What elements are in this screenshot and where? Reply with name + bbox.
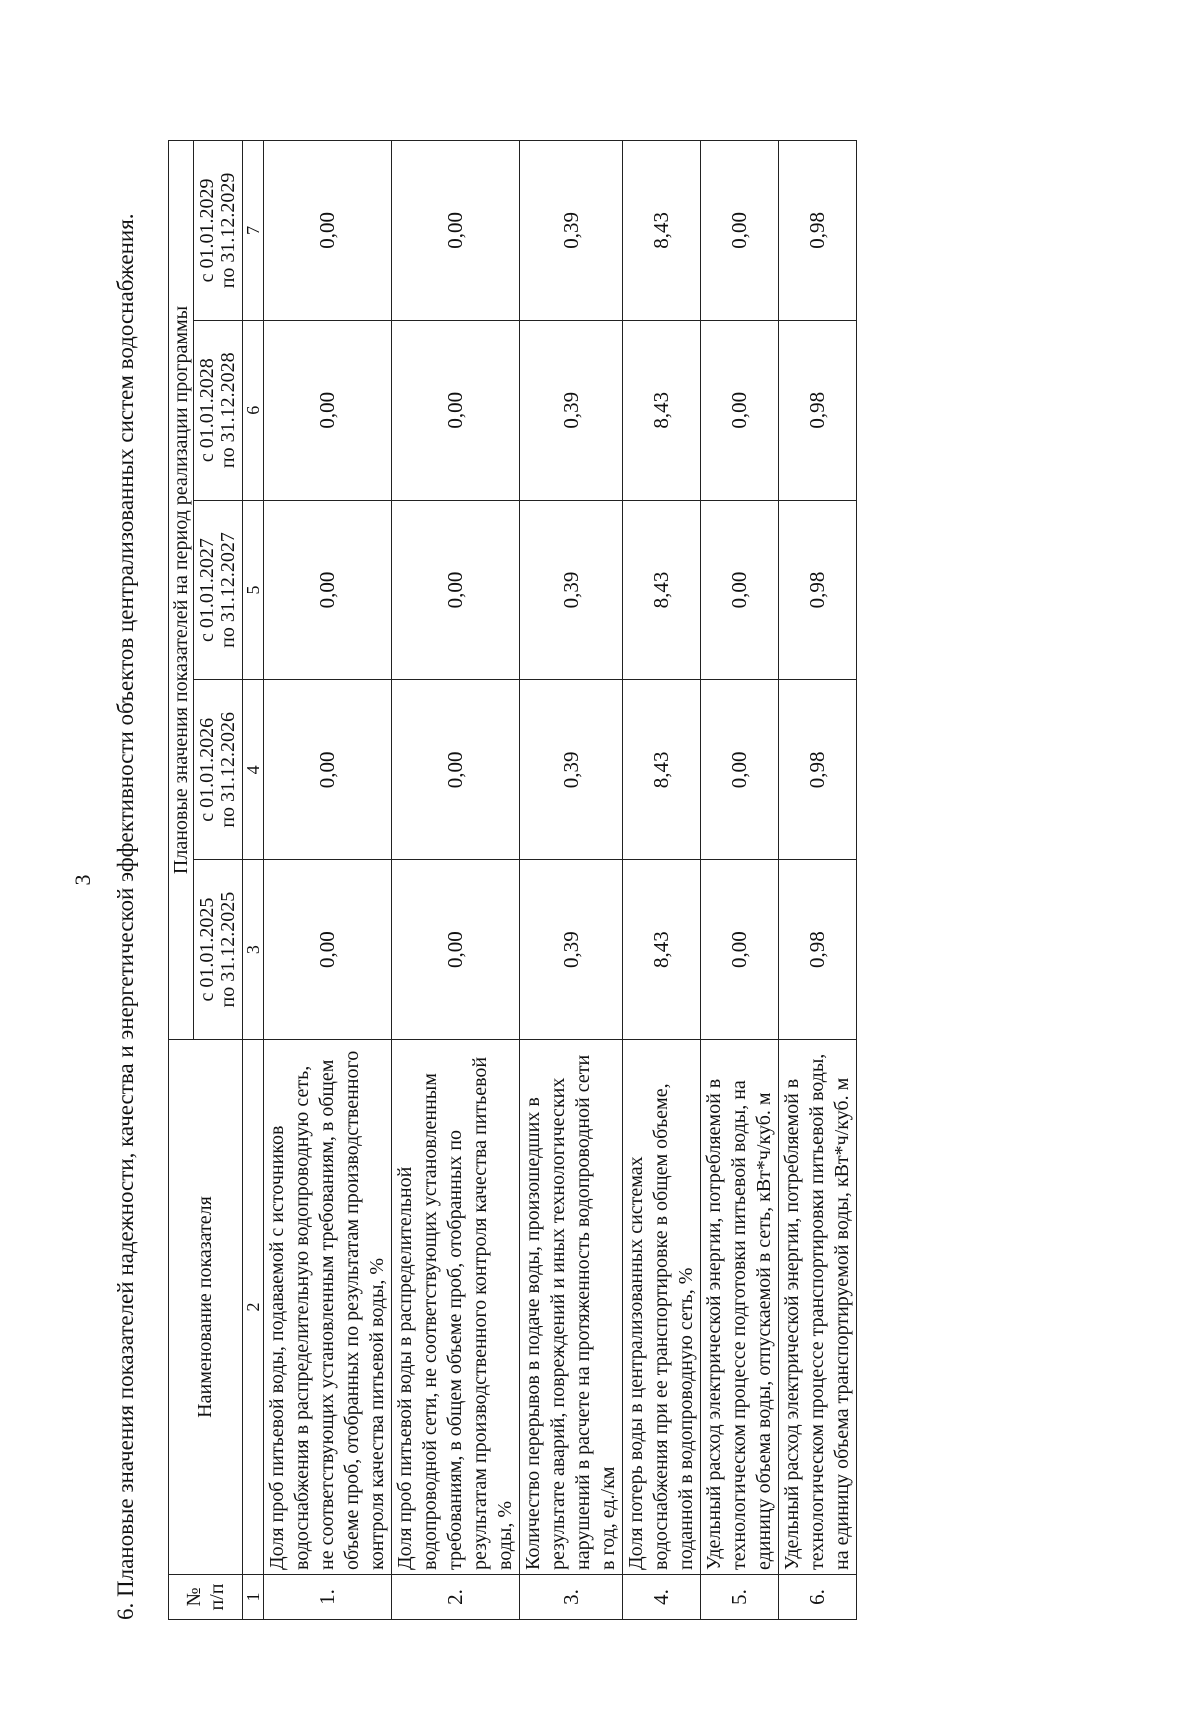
value-2029: 0,39: [520, 141, 623, 321]
column-header-number: № п/п: [169, 1575, 243, 1620]
value-2026: 8,43: [623, 680, 701, 860]
table-row: [623, 141, 701, 1620]
column-header-indicator-name: Наименование показателя: [169, 1040, 243, 1575]
value-2028: 0,39: [520, 320, 623, 500]
column-index: 7: [243, 141, 264, 321]
document-page: [70, 140, 1110, 1620]
value-2026: 0,00: [392, 680, 520, 860]
column-index: 6: [243, 320, 264, 500]
value-2025: 0,98: [779, 860, 857, 1040]
column-index: 1: [243, 1575, 264, 1620]
row-number: 2.: [392, 1575, 520, 1620]
indicator-name: Доля потерь воды в централизованных системах водоснабжения при ее транспортировке в общем объеме, поданной в водопроводную сеть, %: [623, 1040, 701, 1575]
value-2029: 0,00: [701, 141, 779, 321]
value-2026: 0,00: [264, 680, 392, 860]
value-2027: 0,00: [264, 500, 392, 680]
period-to: по 31.12.2026: [217, 711, 239, 828]
value-2029: 0,00: [264, 141, 392, 321]
value-2026: 0,39: [520, 680, 623, 860]
value-2027: 0,00: [392, 500, 520, 680]
column-header-period-2028: [194, 320, 243, 500]
row-number: 4.: [623, 1575, 701, 1620]
column-header-period-2029: [194, 141, 243, 321]
indicator-name: Удельный расход электрической энергии, потребляемой в технологическом процессе транспортировки питьевой воды, на единицу объема транспортируемой воды, кВт*ч/куб. м: [779, 1040, 857, 1575]
period-to: по 31.12.2027: [217, 532, 239, 648]
value-2027: 0,00: [701, 500, 779, 680]
value-2026: 0,00: [701, 680, 779, 860]
column-header-period-2025: [194, 860, 243, 1040]
value-2025: 0,00: [392, 860, 520, 1040]
page-number: 3: [70, 874, 95, 886]
value-2027: 0,98: [779, 500, 857, 680]
table-row: [520, 141, 623, 1620]
row-number: 6.: [779, 1575, 857, 1620]
row-number: 1.: [264, 1575, 392, 1620]
value-2028: 0,98: [779, 320, 857, 500]
period-from: с 01.01.2025: [196, 897, 218, 1002]
value-2027: 8,43: [623, 500, 701, 680]
period-from: с 01.01.2029: [196, 178, 218, 283]
period-from: с 01.01.2028: [196, 358, 218, 463]
value-2029: 8,43: [623, 141, 701, 321]
table-row: [392, 141, 520, 1620]
table-row: [701, 141, 779, 1620]
indicator-name: Доля проб питьевой воды, подаваемой с источников водоснабжения в распределительную водопроводную сеть, не соответствующих установленным требованиям, в общем объеме проб, отобранных по результатам производственного контроля качества питьевой воды, %: [264, 1040, 392, 1575]
indicator-name: Удельный расход электрической энергии, потребляемой в технологическом процессе подготовки питьевой воды, на единицу объема воды, отпускаемой в сеть, кВт*ч/куб. м: [701, 1040, 779, 1575]
value-2028: 0,00: [264, 320, 392, 500]
period-to: по 31.12.2025: [217, 891, 239, 1008]
row-number: 3.: [520, 1575, 623, 1620]
column-header-period-2026: [194, 680, 243, 860]
value-2028: 0,00: [392, 320, 520, 500]
period-from: с 01.01.2026: [196, 717, 218, 822]
column-index: 4: [243, 680, 264, 860]
indicator-name: Количество перерывов в подаче воды, произошедших в результате аварий, повреждений и иных технологических нарушений в расчете на протяженность водопроводной сети в год, ед./км: [520, 1040, 623, 1575]
value-2029: 0,98: [779, 141, 857, 321]
indicator-name: Доля проб питьевой воды в распределительной водопроводной сети, не соответствующих установленным требованиям, в общем объеме проб, отобранных по результатам производственного контроля качества питьевой воды, %: [392, 1040, 520, 1575]
period-to: по 31.12.2028: [217, 352, 239, 469]
column-index: 2: [243, 1040, 264, 1575]
column-index: 5: [243, 500, 264, 680]
value-2025: 0,00: [264, 860, 392, 1040]
row-number: 5.: [701, 1575, 779, 1620]
section-heading: 6. Плановые значения показателей надежности, качества и энергетической эффективности объектов централизованных систем водоснабжения.: [113, 213, 138, 1620]
value-2027: 0,39: [520, 500, 623, 680]
period-from: с 01.01.2027: [196, 538, 218, 642]
value-2025: 0,00: [701, 860, 779, 1040]
column-header-period-2027: [194, 500, 243, 680]
value-2025: 8,43: [623, 860, 701, 1040]
column-index: 3: [243, 860, 264, 1040]
value-2029: 0,00: [392, 141, 520, 321]
indicators-table: [168, 140, 857, 1620]
value-2025: 0,39: [520, 860, 623, 1040]
table-row: [264, 141, 392, 1620]
value-2026: 0,98: [779, 680, 857, 860]
table-row: [779, 141, 857, 1620]
column-header-period-group: Плановые значения показателей на период реализации программы: [169, 141, 194, 1040]
period-to: по 31.12.2029: [217, 172, 239, 289]
value-2028: 8,43: [623, 320, 701, 500]
value-2028: 0,00: [701, 320, 779, 500]
